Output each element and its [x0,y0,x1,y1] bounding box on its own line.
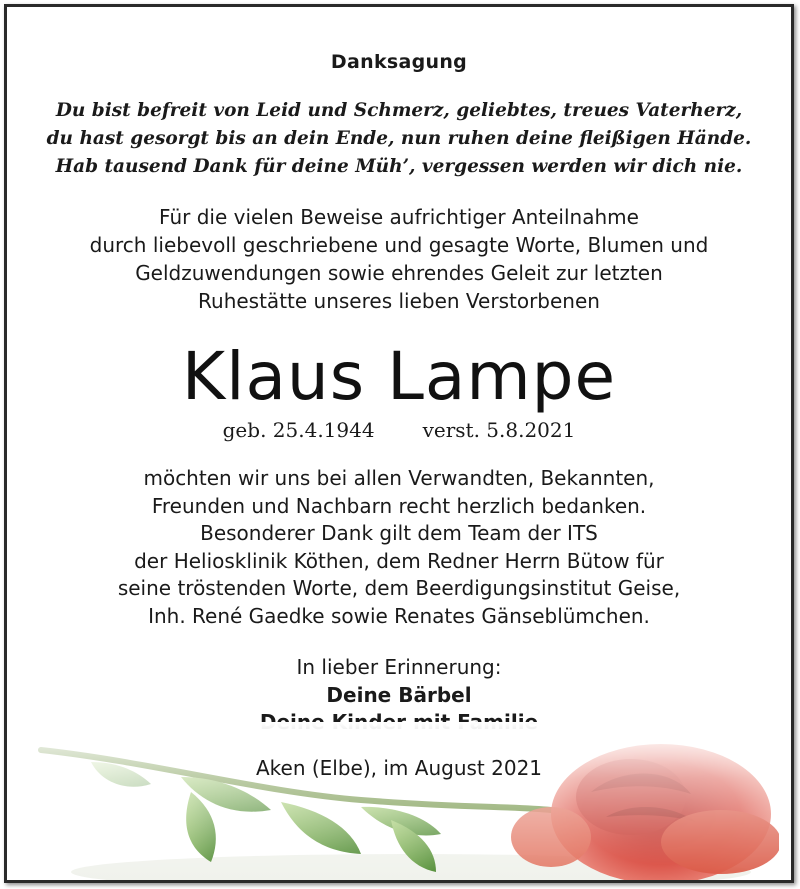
poem-line: du hast gesorgt bis an dein Ende, nun ruhen deine fleißigen Hände. [46,128,752,149]
death-date: verst. 5.8.2021 [422,418,576,442]
heading: Danksagung [330,51,468,73]
life-dates [7,417,791,443]
intro-line: durch liebevoll geschriebene und gesagte Worte, Blumen und [89,233,709,257]
thanks-line: Inh. René Gaedke sowie Renates Gänseblümchen. [148,603,650,628]
rose-image [31,722,779,882]
intro-line: Ruhestätte unseres lieben Verstorbenen [198,289,600,313]
signoff-intro: In lieber Erinnerung: [296,655,502,679]
obituary-frame [4,4,794,883]
thanks-line: Besonderer Dank gilt dem Team der ITS [200,521,598,545]
thanks-line: der Heliosklinik Köthen, dem Redner Herrn Bütow für [134,548,664,573]
intro-line: Geldzuwendungen sowie ehrendes Geleit zur letzten [135,261,663,285]
intro-text [7,203,791,315]
obituary-notice [7,7,791,880]
intro-line: Für die vielen Beweise aufrichtiger Anteilnahme [159,205,639,229]
deceased-name: Klaus Lampe [181,338,617,415]
birth-date: geb. 25.4.1944 [222,418,375,442]
poem [7,97,791,181]
poem-line: Hab tausend Dank für deine Müh’, vergessen werden wir dich nie. [55,156,743,177]
thanks-line: möchten wir uns bei allen Verwandten, Bekannten, [143,466,655,490]
thanks-line: Freunden und Nachbarn recht herzlich bedanken. [151,493,647,518]
poem-line: Du bist befreit von Leid und Schmerz, geliebtes, treues Vaterherz, [55,100,743,121]
place-and-date: Aken (Elbe), im August 2021 [255,756,543,780]
thanks-text [7,465,791,630]
signer: Deine Bärbel [326,682,472,707]
thanks-line: seine tröstenden Worte, dem Beerdigungsinstitut Geise, [117,576,681,600]
